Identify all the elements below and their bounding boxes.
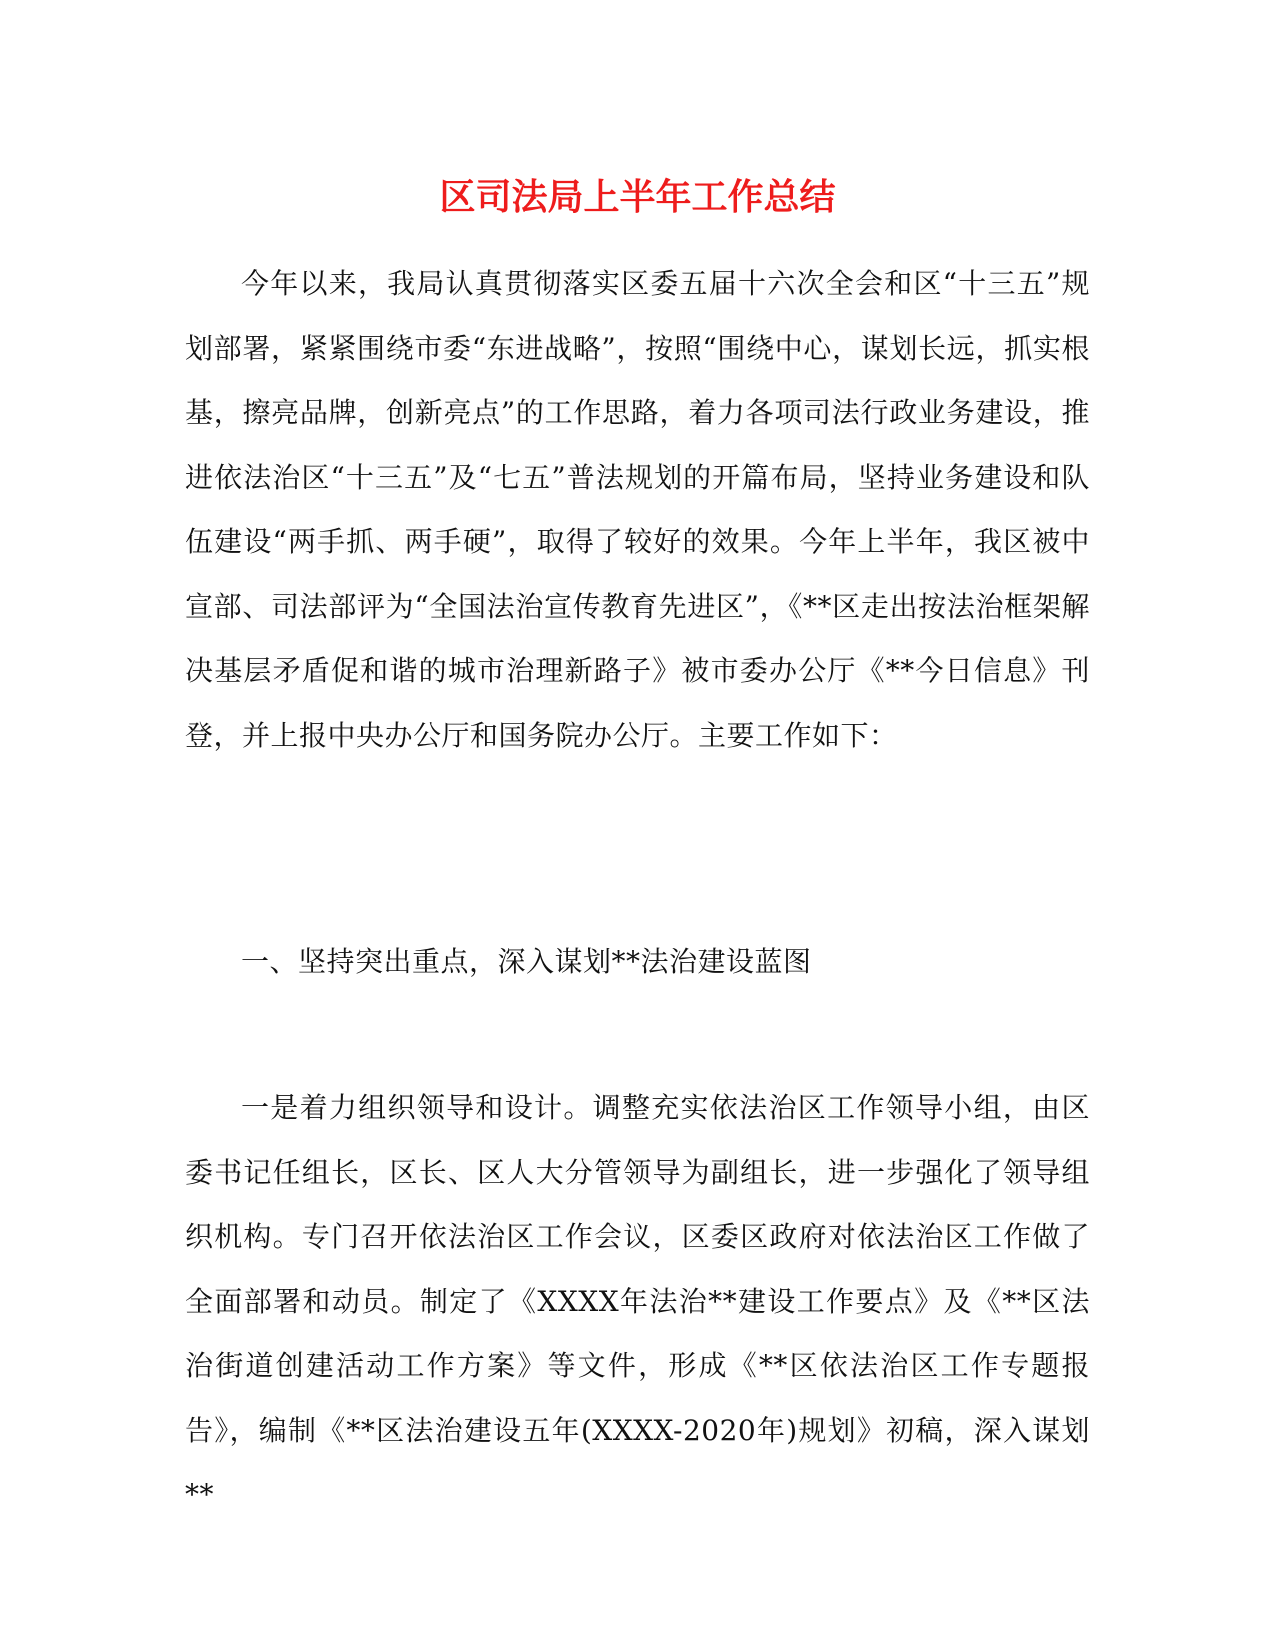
body-paragraph-1: 一是着力组织领导和设计。调整充实依法治区工作领导小组，由区委书记任组长，区长、区人大分管领导为副组长，进一步强化了领导组织机构。专门召开依法治区工作会议，区委区政府对依法治区工作做了全面部署和动员。制定了《XXXX年法治**建设工作要点》及《**区法治街道创建活动工作方案》等文件，形成《**区依法治区工作专题报告》，编制《**区法治建设五年(XXXX-2020年)规划》初稿，深入谋划** (185, 1091, 1090, 1511)
section-heading-1: 一、坚持突出重点，深入谋划**法治建设蓝图 (241, 945, 812, 978)
document-title: 区司法局上半年工作总结 (439, 176, 836, 218)
intro-paragraph: 今年以来，我局认真贯彻落实区委五届十六次全会和区“十三五”规划部署，紧紧围绕市委“东进战略”，按照“围绕中心，谋划长远，抓实根基，擦亮品牌，创新亮点”的工作思路，着力各项司法行政业务建设，推进依法治区“十三五”及“七五”普法规划的开篇布局，坚持业务建设和队伍建设“两手抓、两手硬”，取得了较好的效果。今年上半年，我区被中宣部、司法部评为“全国法治宣传教育先进区”，《**区走出按法治框架解决基层矛盾促和谐的城市治理新路子》被市委办公厅《**今日信息》刊登，并上报中央办公厅和国务院办公厅。主要工作如下： (185, 267, 1090, 752)
